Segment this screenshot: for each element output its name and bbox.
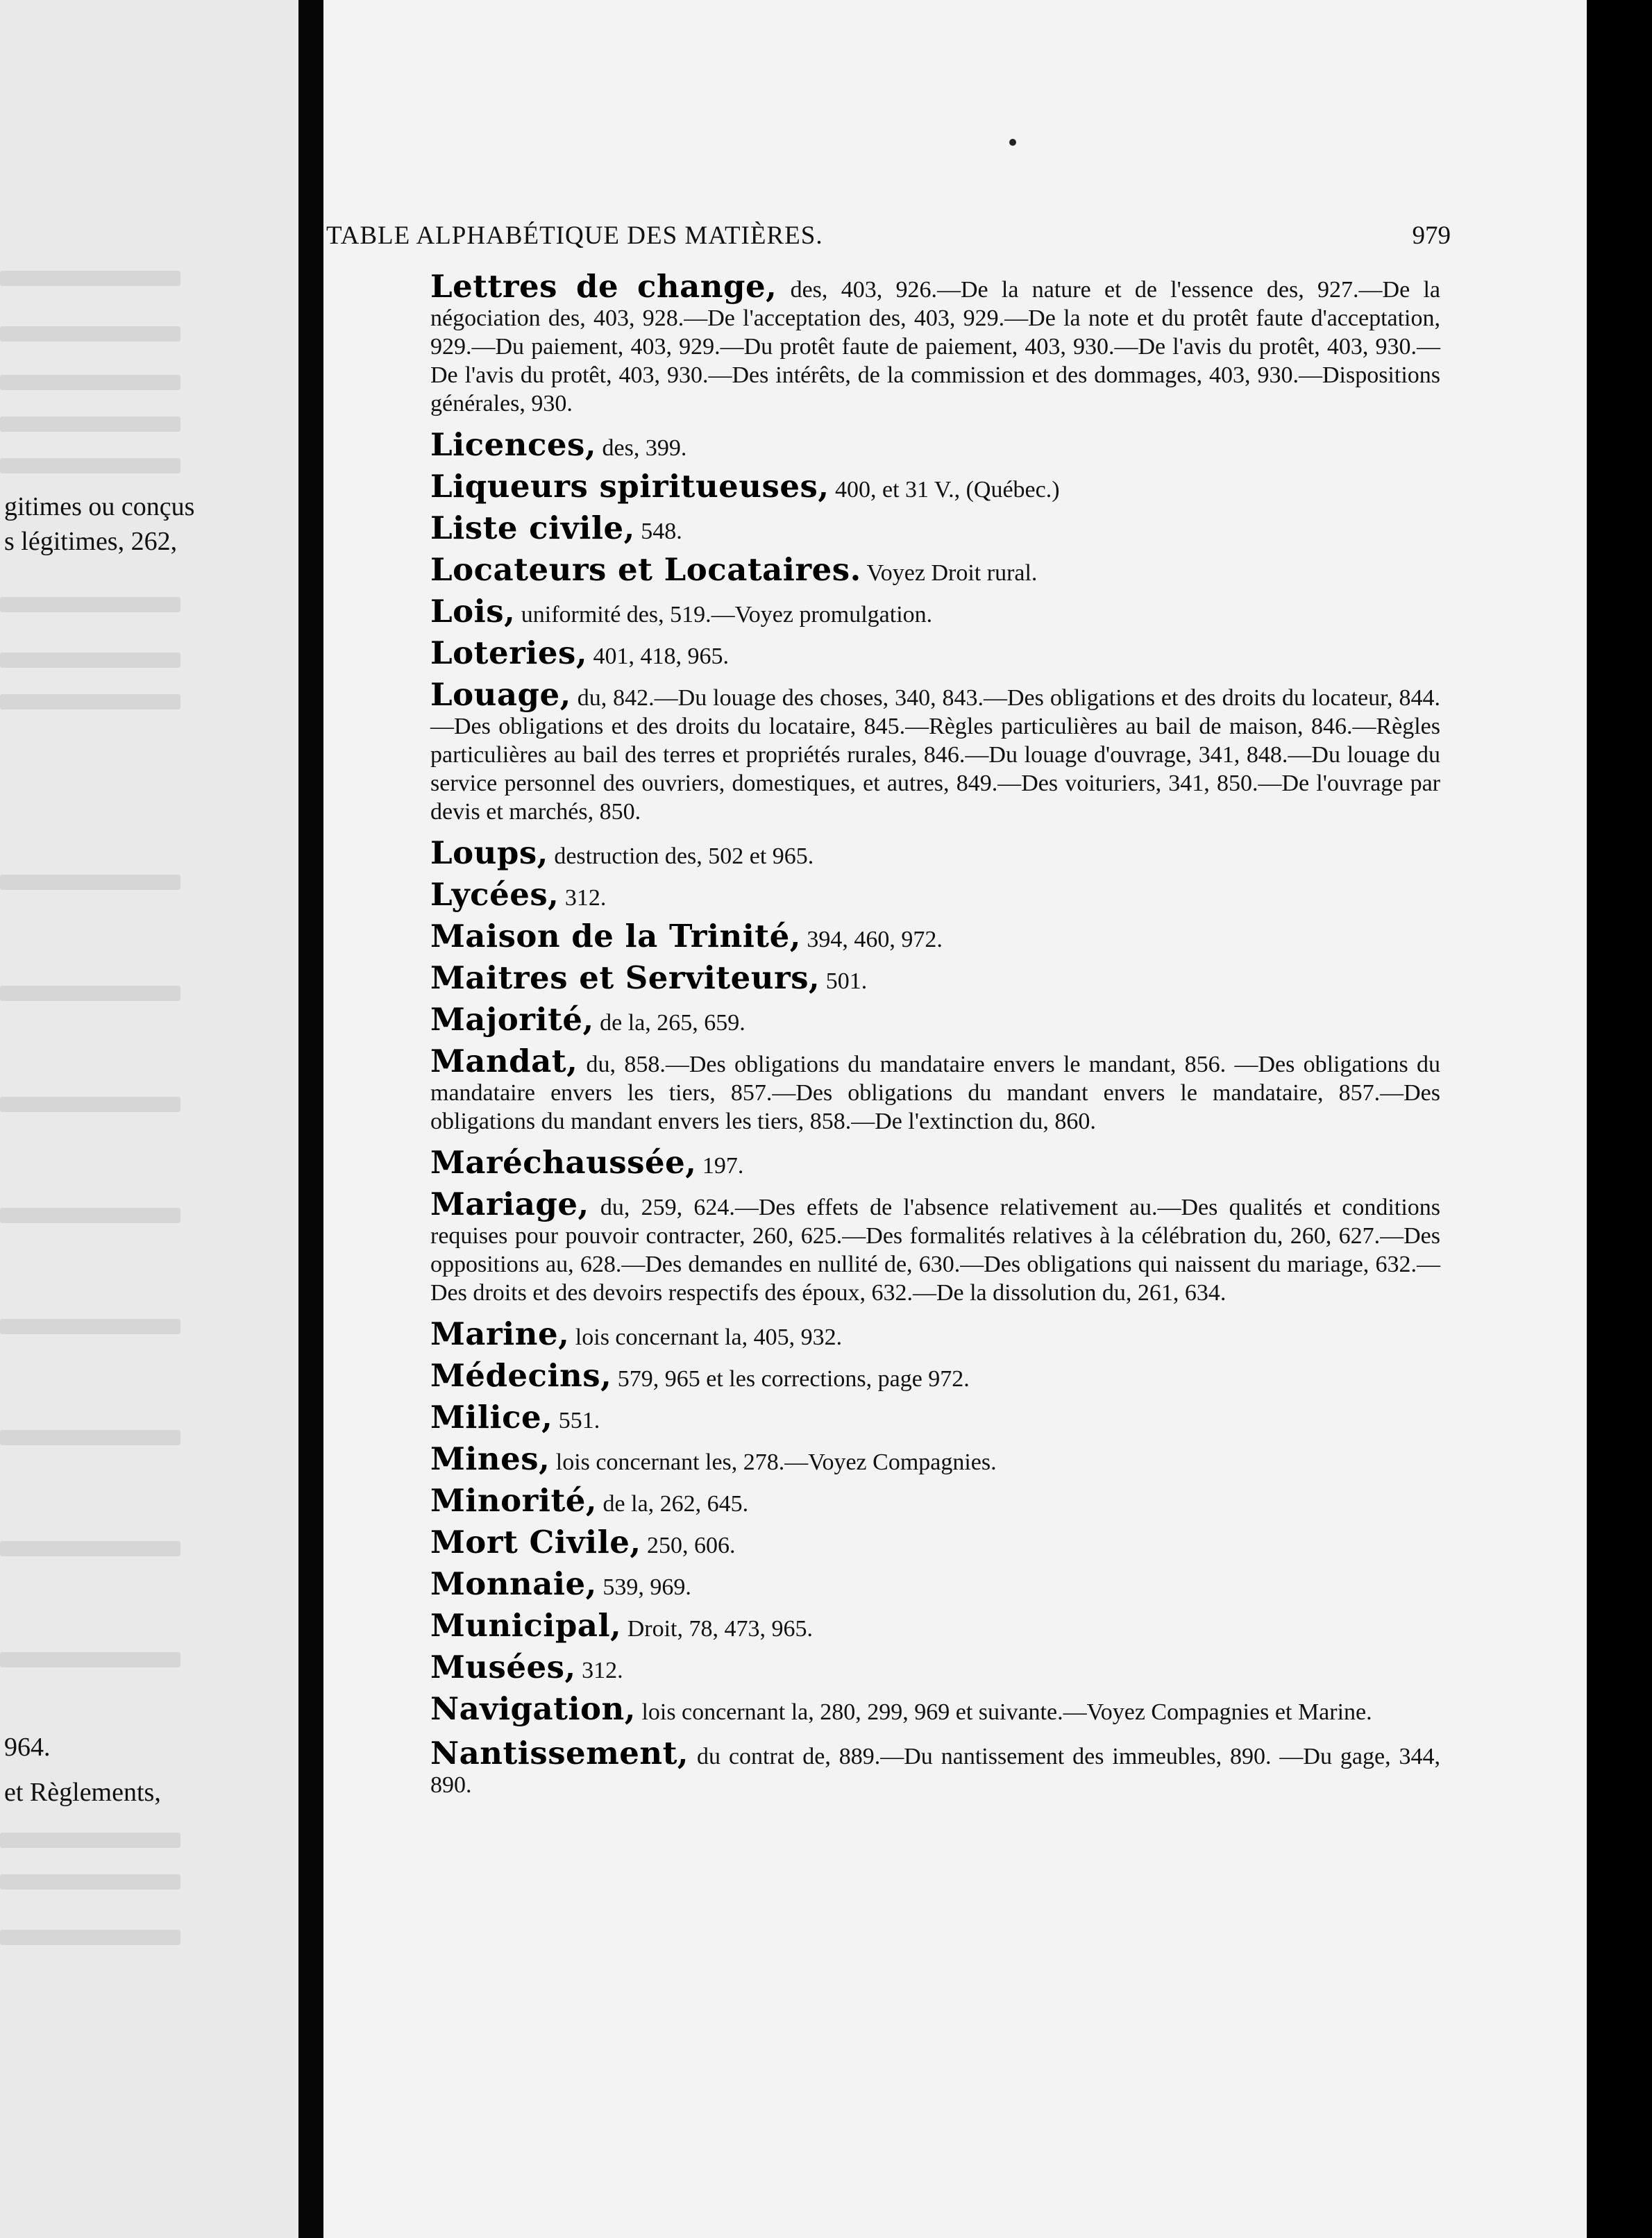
- entry-heading: Marine,: [430, 1315, 570, 1352]
- entry-text: 579, 965 et les corrections, page 972.: [612, 1366, 970, 1392]
- entry-heading: Majorité,: [430, 1001, 594, 1038]
- entry-text: Droit, 78, 473, 965.: [621, 1616, 814, 1642]
- entry-text: du, 259, 624.—Des effets de l'absence relativement au.—Des qualités et conditions requises pour pouvoir contracter, 260, 625.—Des formalités relatives à la célébration du, 260, 627.—Des oppositions au, 628.—Des demandes en nullité de, 630.—Des obligations qui naissent du mariage, 632.—Des droits et des devoirs respectifs des époux, 632.—De la dissolution du, 261, 634.: [430, 1195, 1440, 1306]
- entry-text: 312.: [575, 1658, 623, 1683]
- left-fragment-2: s légitimes, 262,: [4, 527, 178, 556]
- entry-text: lois concernant la, 405, 932.: [569, 1324, 843, 1350]
- entry-text: lois concernant la, 280, 299, 969 et suivante.—Voyez Compagnies et Marine.: [635, 1699, 1372, 1725]
- entry-text: 551.: [553, 1408, 600, 1433]
- left-page-fragment: [0, 0, 298, 2238]
- entry-heading: Liqueurs spiritueuses,: [430, 468, 829, 505]
- entry-heading: Lettres de change,: [430, 268, 777, 305]
- entry-heading: Locateurs et Locataires.: [430, 551, 861, 588]
- entry-text: lois concernant les, 278.—Voyez Compagnies.: [550, 1449, 997, 1475]
- index-entry: [430, 1315, 1440, 1352]
- index-entry: [430, 1399, 1440, 1436]
- entry-text: 400, et 31 V., (Québec.): [829, 477, 1060, 503]
- entry-heading: Municipal,: [430, 1607, 622, 1644]
- entry-text: 539, 969.: [596, 1574, 691, 1600]
- entry-heading: Lycées,: [430, 876, 559, 913]
- entry-text: du, 842.—Du louage des choses, 340, 843.—Des obligations et des droits du locateur, 844.—Des obligations et des droits du locataire, 845.—Règles particulières au bail de maison, 846.—Règles particulières au bail des terres et propriétés rurales, 846.—Du louage d'ouvrage, 341, 848.—Du louage du service personnel des ouvriers, domestiques, et autres, 849.—Des voituriers, 341, 850.—De l'ouvrage par devis et marchés, 850.: [430, 685, 1440, 825]
- index-entries: [430, 268, 1441, 1812]
- entry-heading: Milice,: [430, 1399, 553, 1436]
- entry-heading: Maison de la Trinité,: [430, 918, 801, 954]
- entry-text: 250, 606.: [641, 1533, 736, 1558]
- index-entry: [430, 1001, 1440, 1038]
- index-entry: [430, 510, 1440, 546]
- index-entry: [430, 426, 1440, 463]
- entry-text: de la, 262, 645.: [597, 1491, 749, 1517]
- page-header: [326, 221, 1451, 262]
- page-gutter: [298, 0, 323, 2238]
- index-entry: [430, 676, 1440, 826]
- entry-text: du, 858.—Des obligations du mandataire envers le mandant, 856. —Des obligations du mandataire envers les tiers, 857.—Des obligations du mandant envers le mandataire, 857.—Des obligations du mandant envers les tiers, 858.—De l'extinction du, 860.: [430, 1052, 1440, 1134]
- entry-heading: Liste civile,: [430, 510, 635, 546]
- index-entry: [430, 918, 1440, 954]
- entry-heading: Loups,: [430, 834, 548, 871]
- page-number: 979: [1412, 221, 1451, 250]
- entry-heading: Navigation,: [430, 1690, 636, 1727]
- index-entry: [430, 959, 1440, 996]
- entry-text: uniformité des, 519.—Voyez promulgation.: [515, 602, 933, 628]
- index-entry: [430, 1043, 1440, 1136]
- entry-text: de la, 265, 659.: [593, 1010, 745, 1036]
- index-entry: [430, 1144, 1440, 1181]
- entry-text: 394, 460, 972.: [800, 927, 943, 952]
- index-entry: [430, 1186, 1440, 1307]
- entry-heading: Licences,: [430, 426, 597, 463]
- left-fragment-3: 964.: [4, 1733, 51, 1762]
- index-entry: [430, 268, 1441, 418]
- entry-heading: Musées,: [430, 1649, 576, 1685]
- entry-heading: Médecins,: [430, 1357, 612, 1394]
- index-entry: [430, 834, 1440, 871]
- index-entry: [430, 634, 1440, 671]
- entry-heading: Nantissement,: [430, 1735, 689, 1772]
- running-title: TABLE ALPHABÉTIQUE DES MATIÈRES.: [326, 221, 823, 250]
- index-entry: [430, 1649, 1440, 1685]
- entry-text: du contrat de, 889.—Du nantissement des immeubles, 890. —Du gage, 344, 890.: [430, 1744, 1440, 1798]
- entry-text: destruction des, 502 et 965.: [548, 843, 814, 869]
- index-entry: [430, 1357, 1440, 1394]
- entry-heading: Mort Civile,: [430, 1524, 641, 1560]
- entry-text: des, 403, 926.—De la nature et de l'essence des, 927.—De la négociation des, 403, 928.—De l'acceptation des, 403, 929.—De la note et du protêt faute d'acceptation, 929.—Du paiement, 403, 929.—Du protêt faute de paiement, 403, 930.—De l'avis du protêt, 403, 930.—De l'avis du protêt, 403, 930.—Des intérêts, de la commission et des dommages, 403, 930.—Dispositions générales, 930.: [430, 277, 1441, 417]
- ink-dot: [1009, 139, 1016, 146]
- entry-heading: Louage,: [430, 676, 571, 713]
- entry-heading: Maitres et Serviteurs,: [430, 959, 820, 996]
- index-entry: [430, 1482, 1440, 1519]
- left-fragment-4: et Règlements,: [4, 1778, 161, 1807]
- index-entry: [430, 1440, 1440, 1477]
- left-fragment-1: gitimes ou conçus: [4, 492, 195, 521]
- index-entry: [430, 1607, 1440, 1644]
- entry-text: 501.: [820, 968, 868, 994]
- entry-heading: Mines,: [430, 1440, 550, 1477]
- entry-heading: Mariage,: [430, 1186, 589, 1222]
- entry-text: 548.: [634, 519, 682, 544]
- entry-text: Voyez Droit rural.: [861, 560, 1038, 586]
- entry-text: 312.: [559, 885, 607, 911]
- entry-heading: Loteries,: [430, 634, 588, 671]
- index-entry: [430, 1735, 1440, 1799]
- index-entry: [430, 1524, 1440, 1560]
- entry-heading: Lois,: [430, 593, 516, 630]
- entry-text: des, 399.: [596, 435, 687, 461]
- entry-text: 197.: [696, 1153, 744, 1179]
- entry-heading: Minorité,: [430, 1482, 598, 1519]
- entry-text: 401, 418, 965.: [587, 643, 730, 669]
- index-entry: [430, 876, 1440, 913]
- page-edge: [1587, 0, 1652, 2238]
- index-entry: [430, 1565, 1440, 1602]
- entry-heading: Monnaie,: [430, 1565, 597, 1602]
- entry-heading: Mandat,: [430, 1043, 578, 1079]
- index-entry: [430, 593, 1440, 630]
- index-entry: [430, 1690, 1440, 1727]
- entry-heading: Maréchaussée,: [430, 1144, 697, 1181]
- index-entry: [430, 551, 1440, 588]
- index-entry: [430, 468, 1440, 505]
